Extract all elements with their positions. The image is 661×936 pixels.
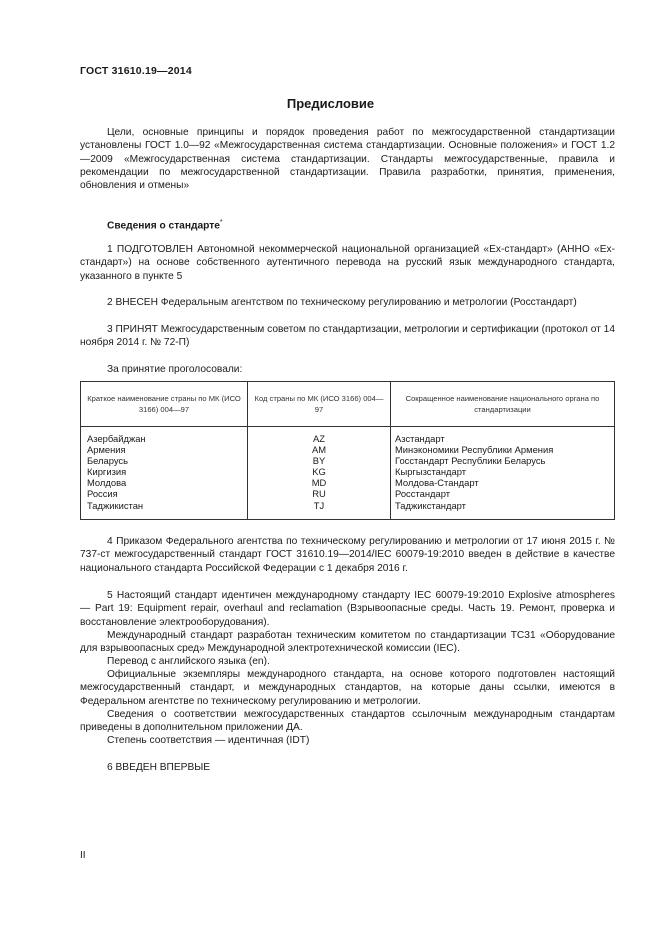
item-5-correspondence: Сведения о соответствии межгосударственных стандартов ссылочным международным стандартам приведены в дополнительном приложении ДА.: [80, 709, 615, 734]
table-cell-code: MD: [311, 477, 327, 489]
section-title: [107, 219, 223, 231]
table-cell-body: Молдова-Стандарт: [395, 477, 479, 489]
item-6-paragraph: 6 ВВЕДЕН ВПЕРВЫЕ: [107, 762, 211, 773]
table-column-body: [391, 382, 614, 519]
table-cell-code: AM: [311, 444, 327, 456]
table-cell-code: RU: [312, 488, 326, 500]
table-cell-body: Минэкономики Республики Армения: [395, 444, 554, 456]
item-3-paragraph: 3 ПРИНЯТ Межгосударственным советом по стандартизации, метрологии и сертификации (протокол от 14 ноября 2014 г. № 72-П): [80, 324, 615, 349]
table-cell-country: Молдова: [87, 477, 127, 489]
item-1-paragraph: 1 ПОДГОТОВЛЕН Автономной некоммерческой национальной организацией «Ех-стандарт» (АННО «Ех-стандарт») на основе собственного аутентичного перевода на русский язык международного стандарта, указанного в пункте 5: [80, 244, 615, 282]
table-cell-code: KG: [312, 466, 326, 478]
table-cell-country: Киргизия: [87, 466, 127, 478]
item-5-translation: Перевод с английского языка (en).: [107, 656, 270, 667]
table-cell-body: Росстандарт: [395, 488, 450, 500]
body-list: [391, 433, 614, 511]
table-column-code: [248, 382, 391, 519]
item-2-paragraph: 2 ВНЕСЕН Федеральным агентством по техническому регулированию и метрологии (Росстандарт): [107, 297, 577, 308]
table-cell-country: Россия: [87, 488, 118, 500]
item-4-paragraph: 4 Приказом Федерального агентства по техническому регулированию и метрологии от 17 июня 2015 г. № 737-ст межгосударственный стандарт ГОСТ 31610.19—2014/IEC 60079-19:2010 введен в действие в качестве национального стандарта Российской Федерации с 1 декабря 2016 г.: [80, 536, 615, 574]
table-header-country: Краткое наименование страны по МК (ИСО 3166) 004—97: [87, 394, 241, 414]
country-list: [81, 433, 247, 511]
voting-table: [80, 381, 615, 520]
table-cell-country: Беларусь: [87, 455, 129, 467]
vote-intro: За принятие проголосовали:: [107, 364, 243, 375]
page-number: II: [80, 850, 86, 861]
page-title: Предисловие: [286, 96, 375, 111]
table-cell-body: Кыргызстандарт: [395, 466, 467, 478]
table-header-body: Сокращенное наименование национального органа по стандартизации: [405, 394, 600, 414]
item-5-committee: Международный стандарт разработан техническим комитетом по стандартизации ТС31 «Оборудование для взрывоопасных сред» Международной электротехнической комиссии (IEC).: [80, 630, 615, 655]
section-title-text: Сведения о стандарте: [107, 220, 220, 232]
table-cell-country: Азербайджан: [87, 433, 146, 444]
table-cell-code: TJ: [313, 499, 325, 511]
table-cell-body: Таджикстандарт: [395, 499, 466, 511]
item-5-paragraph: 5 Настоящий стандарт идентичен международному стандарту IEC 60079-19:2010 Explosive atmospheres — Part 19: Equipment repair, overhaul and reclamation (Взрывоопасные среды. Часть 19. Ремонт, проверка и восстановление электрооборудования).: [80, 590, 615, 628]
intro-paragraph: Цели, основные принципы и порядок проведения работ по межгосударственной стандартизации установлены ГОСТ 1.0—92 «Межгосударственная система стандартизации. Основные положения» и ГОСТ 1.2—2009 «Межгосударственная система стандартизации. Стандарты межгосударственные, правила и рекомендации по межгосударственной стандартизации. Правила разработки, принятия, применения, обновления и отмены»: [80, 127, 615, 192]
table-cell-code: AZ: [313, 433, 325, 444]
table-column-country: [81, 382, 248, 519]
table-cell-country: Таджикистан: [87, 499, 144, 511]
table-cell-country: Армения: [87, 444, 126, 456]
document-header: ГОСТ 31610.19—2014: [80, 65, 192, 77]
table-cell-body: Азстандарт: [395, 433, 445, 444]
table-header-code: Код страны по МК (ИСО 3166) 004—97: [254, 394, 384, 414]
item-5-copies: Официальные экземпляры международного стандарта, на основе которого подготовлен настоящий межгосударственный стандарт, и международных стандартов, на которые даны ссылки, имеются в Федеральном агентстве по техническому регулированию и метрологии.: [80, 669, 615, 707]
item-5-degree: Степень соответствия — идентичная (IDT): [107, 735, 310, 746]
footnote-mark: *: [219, 219, 223, 226]
table-cell-body: Госстандарт Республики Беларусь: [395, 455, 546, 467]
code-list: [248, 433, 390, 511]
table-cell-code: BY: [312, 455, 326, 467]
